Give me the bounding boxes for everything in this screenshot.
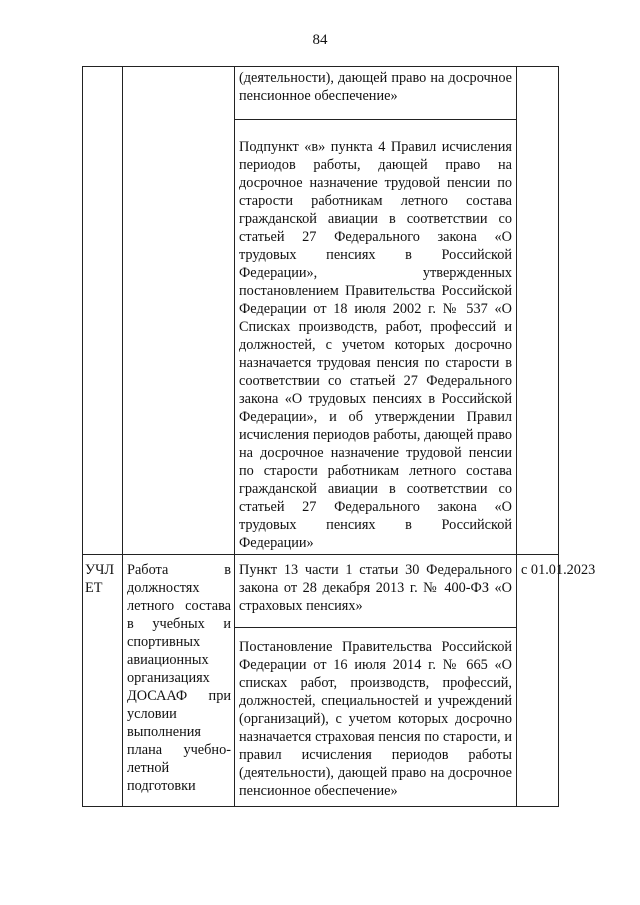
page-number: 84: [312, 32, 328, 48]
basis-item: Подпункт «в» пункта 4 Правил исчисления периодов работы, дающей право на досрочное назначение трудовой пенсии по старости работникам летного состава гражданской авиации в соответствии со статьей 27 Федерального закона «О трудовых пенсиях в Российской Федерации», утвержденных постановлением Правительства Российской Федерации от 18 июля 2002 г. № 537 «О Списках производств, работ, профессий и должностей, с учетом которых досрочно назначается трудовая пенсия по старости в соответствии со статьей 27 Федерального закона «О трудовых пенсиях в Российской Федерации», и об утверждении Правил исчисления периодов работы, дающей право на досрочное назначение трудовой пенсии по старости работникам летного состава гражданской авиации в соответствии со статьей 27 Федерального закона «О трудовых пенсиях в Российской Федерации»: [239, 139, 512, 551]
row-date-cell: [517, 67, 559, 555]
row-work-cell: [123, 67, 235, 555]
row-work-cell: Работа в должностях летного состава в учебных и спортивных авиационных организациях ДОСААФ при условии выполнения плана учебно-летной подготовки: [123, 555, 235, 807]
row-date-cell: с 01.01.2023: [517, 555, 559, 807]
row-basis-cell: [235, 67, 517, 555]
row-basis-cell: [235, 555, 517, 807]
row-code-cell: [83, 67, 123, 555]
row-code-cell: УЧЛЕТ: [83, 555, 123, 807]
basis-item: Пункт 13 части 1 статьи 30 Федерального закона от 28 декабря 2013 г. № 400-ФЗ «О страховых пенсиях»: [235, 555, 516, 628]
basis-item: Постановление Правительства Российской Федерации от 16 июля 2014 г. № 665 «О списках работ, производств, профессий, должностей, специальностей и учреждений (организаций), с учетом которых досрочно назначается страховая пенсия по старости, и правил исчисления периодов работы (деятельности), дающей право на досрочное пенсионное обеспечение»: [239, 639, 512, 799]
table-row: [83, 67, 559, 555]
table-row: [83, 555, 559, 807]
basis-item: (деятельности), дающей право на досрочное пенсионное обеспечение»: [235, 67, 516, 120]
pension-table: [82, 66, 596, 807]
